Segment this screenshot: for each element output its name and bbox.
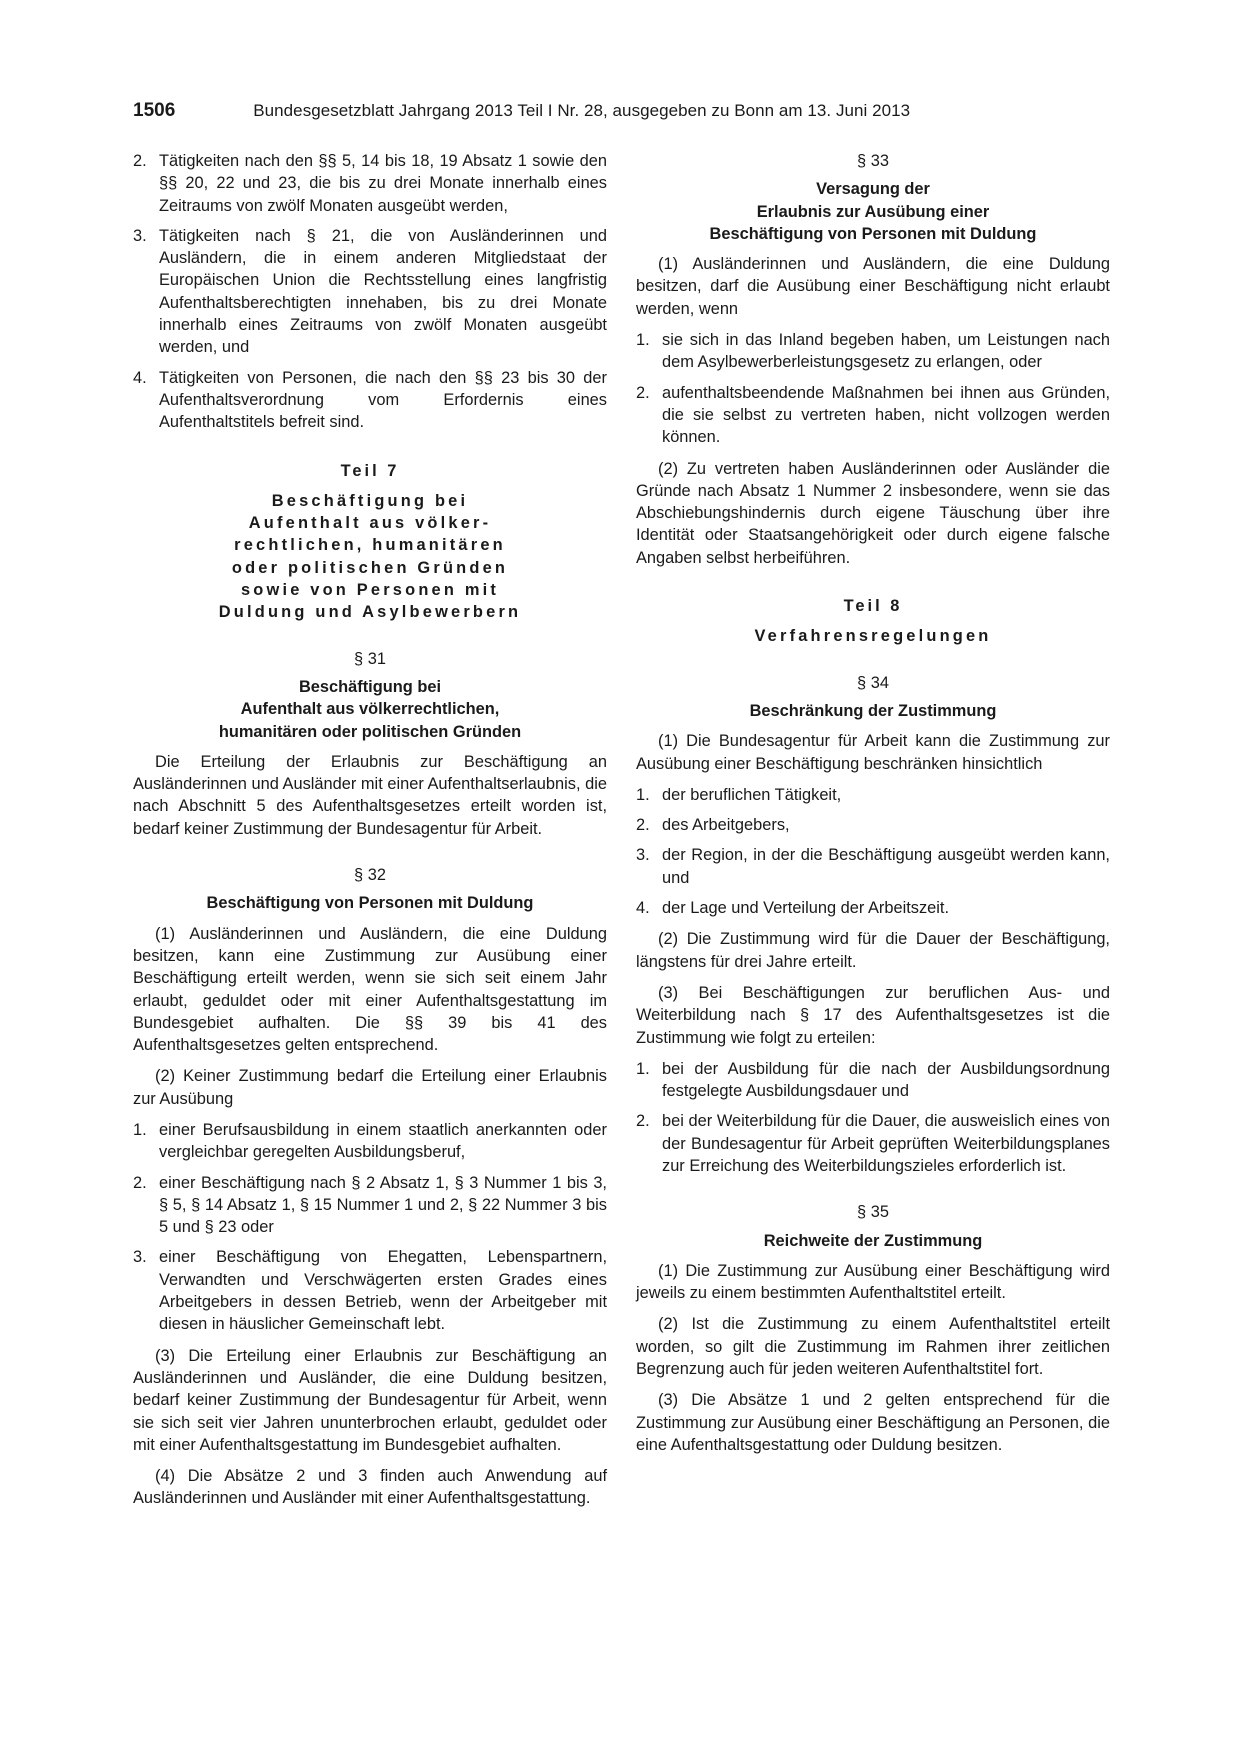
list-item: 2. aufenthaltsbeendende Maßnahmen bei ihnen aus Gründen, die sie selbst zu vertreten haben, nicht vollzogen werden können. xyxy=(636,383,1110,447)
section-33-paragraph-2: (2) Zu vertreten haben Ausländerinnen oder Ausländer die Gründe nach Absatz 1 Nummer 2 insbesondere, wenn sie das Abschiebungshindernis durch eigene Täuschung über ihre Identität oder Staatsangehörigkeit oder durch eigene falsche Angaben selbst herbeiführen. xyxy=(636,459,1110,567)
section-31-number: § 31 xyxy=(354,649,386,668)
section-34-paragraph-3: (3) Bei Beschäftigungen zur beruflichen Aus- und Weiterbildung nach § 17 des Aufenthaltsgesetzes ist die Zustimmung wie folgt zu erteilen: xyxy=(636,983,1110,1047)
teil-8-title: Verfahrensregelungen xyxy=(754,627,992,646)
list-item: 2. bei der Weiterbildung für die Dauer, die ausweislich eines von der Bundesagentur für Arbeit geprüften Weiterbildungsplanes zur Erreichung des Weiterbildungszieles erforderlich ist. xyxy=(636,1112,1110,1175)
section-33-paragraph-1: (1) Ausländerinnen und Ausländern, die eine Duldung besitzen, darf die Ausübung einer Beschäftigung nicht erlaubt werden, wenn xyxy=(636,255,1110,318)
section-35-paragraph-3: (3) Die Absätze 1 und 2 gelten entsprechend für die Zustimmung zur Ausübung einer Beschäftigung an Personen, die eine Aufenthaltsgestattung oder Duldung besitzen. xyxy=(636,1391,1110,1454)
teil-7-title: Beschäftigung bei Aufenthalt aus völker- rechtlichen, humanitären oder politischen Gründen sowie von Personen mit Duldung und Asylbewerbern xyxy=(218,491,522,622)
section-32-number: § 32 xyxy=(354,866,386,885)
section-32-paragraph-2: (2) Keiner Zustimmung bedarf die Erteilung einer Erlaubnis zur Ausübung xyxy=(133,1067,607,1108)
section-35-paragraph-1: (1) Die Zustimmung zur Ausübung einer Beschäftigung wird jeweils zu einem bestimmten Aufenthaltstitel erteilt. xyxy=(636,1261,1110,1303)
section-31-text: Die Erteilung der Erlaubnis zur Beschäftigung an Ausländerinnen und Ausländer mit einer Aufenthaltserlaubnis, die nach Abschnitt 5 des Aufenthaltsgesetzes erteilt worden ist, bedarf keiner Zustimmung der Bundesagentur für Arbeit. xyxy=(133,752,607,838)
section-32-paragraph-4: (4) Die Absätze 2 und 3 finden auch Anwendung auf Ausländerinnen und Ausländer mit einer Aufenthaltsgestattung. xyxy=(133,1467,607,1508)
list-continued xyxy=(133,150,607,434)
section-34-list xyxy=(636,784,1110,919)
section-32-paragraph-1: (1) Ausländerinnen und Ausländern, die eine Duldung besitzen, kann eine Zustimmung zur Ausübung einer Beschäftigung erteilt werden, wenn sie sich seit einem Jahr erlaubt, geduldet oder mit einer Aufenthaltsgestattung im Bundesgebiet aufhalten. Die §§ 39 bis 41 des Aufenthaltsgesetzes gelten entsprechend. xyxy=(133,924,607,1055)
list-item: 2. des Arbeitgebers, xyxy=(636,816,790,835)
section-34-title: Beschränkung der Zustimmung xyxy=(749,701,997,720)
left-column xyxy=(133,150,607,1510)
list-item: 4. der Lage und Verteilung der Arbeitszeit. xyxy=(636,899,950,918)
section-34-list-2 xyxy=(636,1058,1110,1177)
section-31-title: Beschäftigung bei Aufenthalt aus völkerrechtlichen, humanitären oder politischen Gründen xyxy=(218,677,522,741)
section-35-number: § 35 xyxy=(857,1203,889,1222)
page-header xyxy=(133,100,1113,128)
list-item: 1. bei der Ausbildung für die nach der Ausbildungsordnung festgelegte Ausbildungsdauer und xyxy=(636,1059,1110,1101)
section-35-title: Reichweite der Zustimmung xyxy=(763,1231,983,1250)
list-item: 3. Tätigkeiten nach § 21, die von Ausländerinnen und Ausländern, die in einem anderen Mitgliedstaat der Europäischen Union die Rechtsstellung eines langfristig Aufenthaltsberechtigten innehaben, bis zu drei Monate innerhalb eines Zeitraums von zwölf Monaten ausgeübt werden, und xyxy=(133,226,607,357)
section-34-paragraph-2: (2) Die Zustimmung wird für die Dauer der Beschäftigung, längstens für drei Jahre erteilt. xyxy=(636,930,1110,971)
list-item: 1. sie sich in das Inland begeben haben, um Leistungen nach dem Asylbewerberleistungsgesetz zu erlangen, oder xyxy=(636,331,1110,372)
list-item: 1. der beruflichen Tätigkeit, xyxy=(636,785,842,804)
list-item: 4. Tätigkeiten von Personen, die nach den §§ 23 bis 30 der Aufenthaltsverordnung vom Erfordernis eines Aufenthaltstitels befreit sind. xyxy=(133,368,607,432)
teil-7-label: Teil 7 xyxy=(340,461,400,480)
list-item: 3. der Region, in der die Beschäftigung ausgeübt werden kann, und xyxy=(636,846,1110,887)
section-33-list xyxy=(636,329,1110,448)
section-33-number: § 33 xyxy=(857,152,889,170)
list-item: 1. einer Berufsausbildung in einem staatlich anerkannten oder vergleichbar geregelten Ausbildungsberuf, xyxy=(133,1120,607,1162)
page-number: 1506 xyxy=(133,100,176,121)
running-title: Bundesgesetzblatt Jahrgang 2013 Teil I Nr. 28, ausgegeben zu Bonn am 13. Juni 2013 xyxy=(253,101,911,120)
section-35-paragraph-2: (2) Ist die Zustimmung zu einem Aufenthaltstitel erteilt worden, so gilt die Zustimmung im Rahmen ihrer zeitlichen Begrenzung auch für jeden weiteren Aufenthaltstitel fort. xyxy=(636,1315,1110,1379)
list-item: 2. einer Beschäftigung nach § 2 Absatz 1, § 3 Nummer 1 bis 3, § 5, § 14 Absatz 1, § 15 Nummer 1 und 2, § 22 Nummer 3 bis 5 und § 23 oder xyxy=(133,1173,607,1237)
section-34-paragraph-1: (1) Die Bundesagentur für Arbeit kann die Zustimmung zur Ausübung einer Beschäftigung beschränken hinsichtlich xyxy=(636,732,1110,773)
section-34-number: § 34 xyxy=(857,673,889,692)
section-32-paragraph-3: (3) Die Erteilung einer Erlaubnis zur Beschäftigung an Ausländerinnen und Ausländer, die eine Duldung besitzen, bedarf keiner Zustimmung der Bundesagentur für Arbeit, wenn sie sich seit vier Jahren ununterbrochen erlaubt, geduldet oder mit einer Aufenthaltsgestattung im Bundesgebiet aufhalten. xyxy=(133,1346,607,1454)
section-32-list xyxy=(133,1119,607,1336)
teil-8-label: Teil 8 xyxy=(843,597,903,616)
list-item: 3. einer Beschäftigung von Ehegatten, Lebenspartnern, Verwandten und Verschwägerten ersten Grades eines Arbeitgebers in dessen Betrieb, wenn der Arbeitgeber mit diesen in häuslicher Gemeinschaft lebt. xyxy=(133,1248,607,1334)
right-column xyxy=(636,150,1110,1456)
list-item: 2. Tätigkeiten nach den §§ 5, 14 bis 18, 19 Absatz 1 sowie den §§ 20, 22 und 23, die bis zu drei Monate innerhalb eines Zeitraums von zwölf Monaten ausgeübt werden, xyxy=(133,152,607,215)
section-32-title: Beschäftigung von Personen mit Duldung xyxy=(206,894,534,913)
section-33-title: Versagung der Erlaubnis zur Ausübung einer Beschäftigung von Personen mit Duldung xyxy=(709,180,1037,243)
